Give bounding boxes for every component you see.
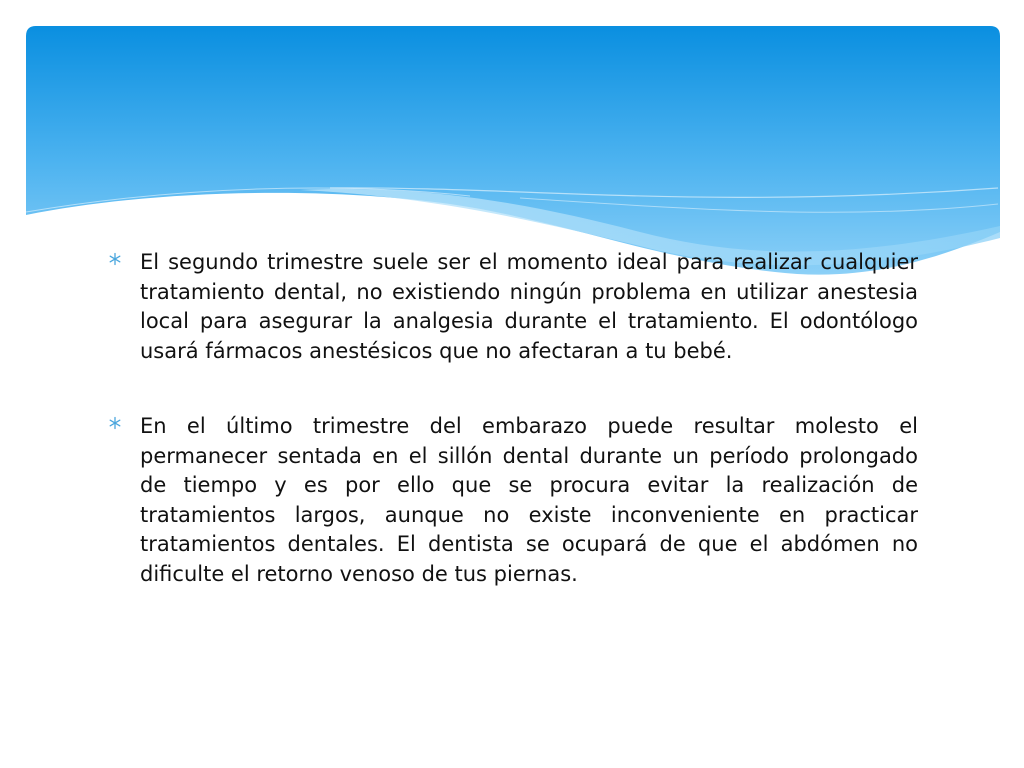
bullet-item-1 bbox=[108, 248, 918, 366]
bullet-text-2: En el último trimestre del embarazo puede resultar molesto el permanecer sentada en el sillón dental durante un período prolongado de tiempo y es por ello que se procura evitar la realización de tratamientos largos, aunque no existe inconveniente en practicar tratamientos dentales. El dentista se ocupará de que el abdómen no dificulte el retorno venoso de tus piernas. bbox=[140, 414, 918, 586]
bullet-item-2 bbox=[108, 412, 918, 589]
bullet-text-1: El segundo trimestre suele ser el momento ideal para realizar cualquier tratamiento dental, no existiendo ningún problema en utilizar anestesia local para asegurar la analgesia durante el tratamiento. El odontólogo usará fármacos anestésicos que no afectaran a tu bebé. bbox=[140, 250, 918, 363]
asterisk-bullet-icon bbox=[108, 252, 122, 266]
slide-body bbox=[108, 248, 918, 635]
banner-shape bbox=[26, 26, 1000, 275]
asterisk-bullet-icon bbox=[108, 416, 122, 430]
